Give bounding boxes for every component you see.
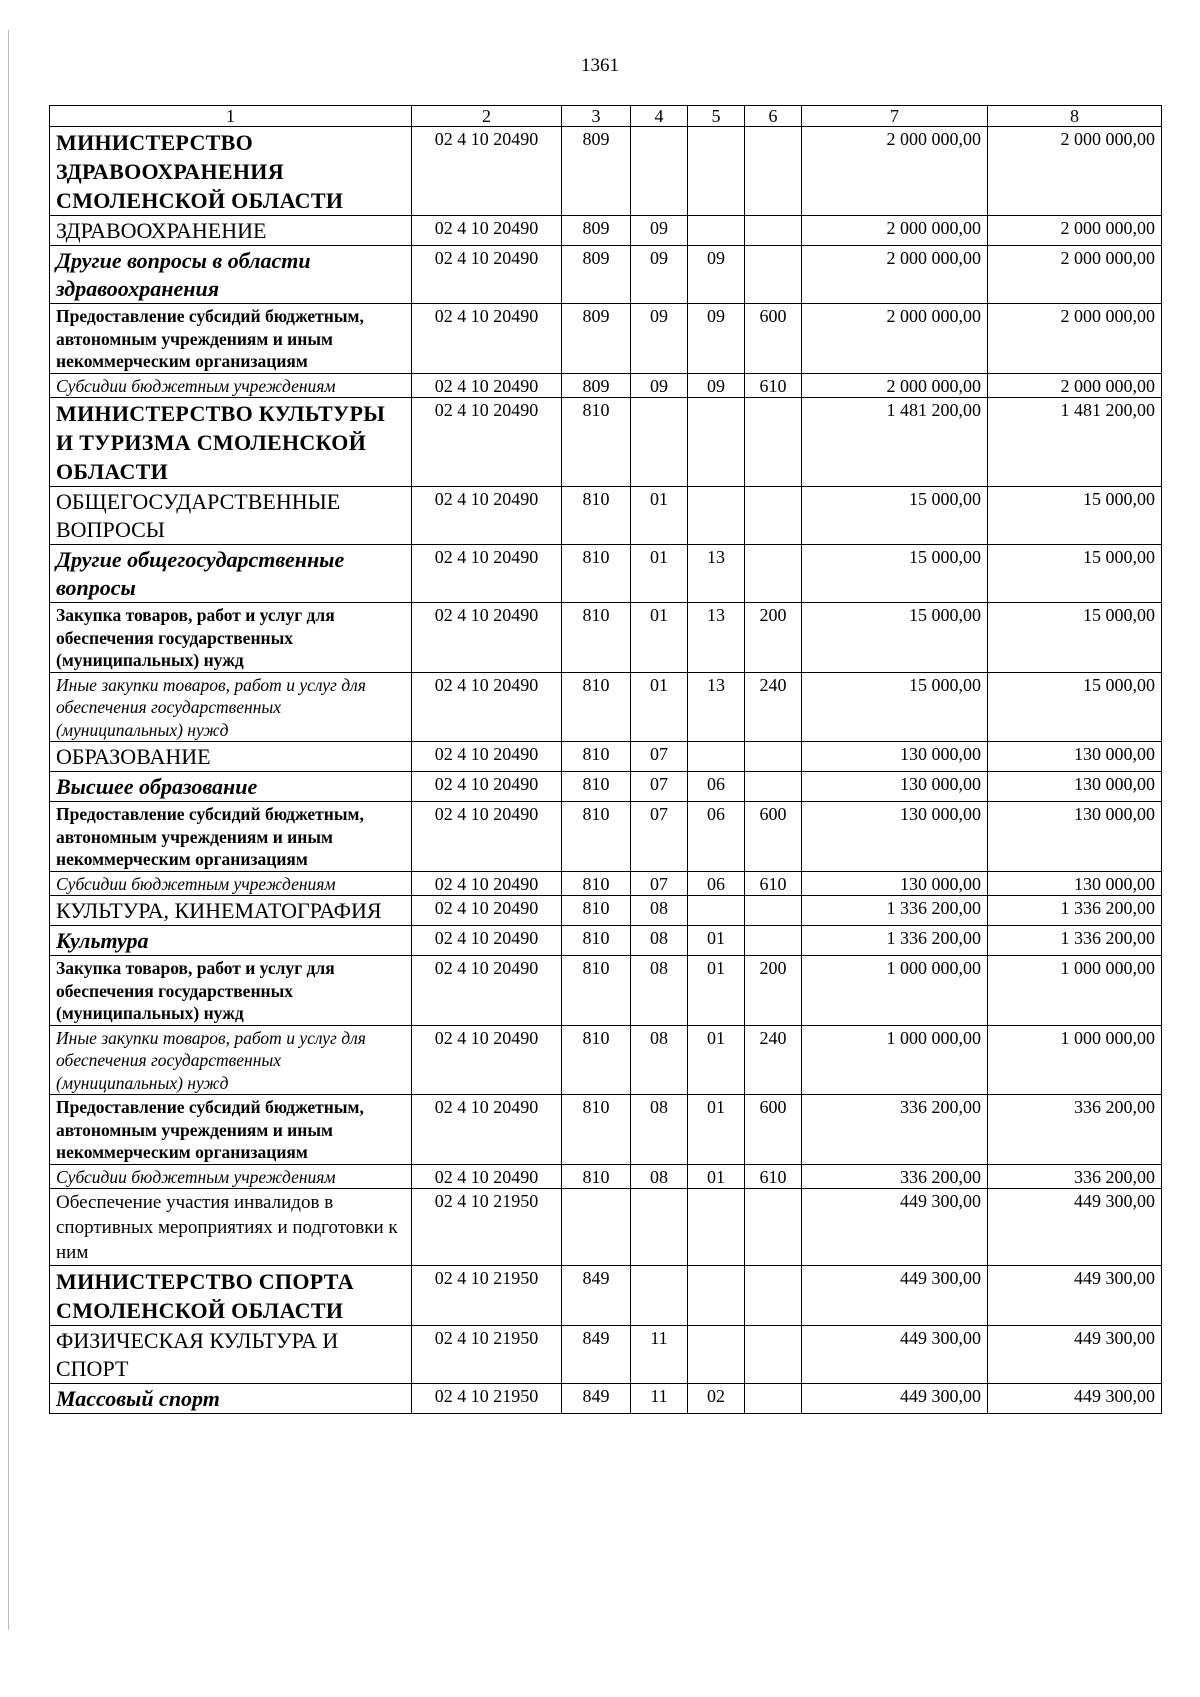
row-name-cell: Закупка товаров, работ и услуг для обеспечения государственных (муниципальных) нужд (50, 956, 412, 1026)
amount-col7-cell: 2 000 000,00 (802, 373, 988, 398)
subsection-code-cell (688, 398, 745, 487)
expense-type-cell (745, 246, 802, 304)
department-code-cell: 849 (562, 1384, 631, 1414)
target-code-cell: 02 4 10 20490 (412, 216, 562, 246)
department-code-cell: 810 (562, 1095, 631, 1165)
amount-col7-cell: 1 000 000,00 (802, 956, 988, 1026)
expense-type-cell (745, 216, 802, 246)
expense-type-cell (745, 487, 802, 545)
subsection-code-cell (688, 1266, 745, 1326)
row-name-cell: Закупка товаров, работ и услуг для обеспечения государственных (муниципальных) нужд (50, 603, 412, 673)
department-code-cell: 810 (562, 871, 631, 896)
expense-type-cell: 600 (745, 1095, 802, 1165)
row-name-cell: Другие вопросы в области здравоохранения (50, 246, 412, 304)
department-code-cell: 810 (562, 672, 631, 742)
section-code-cell: 08 (631, 896, 688, 926)
table-row (50, 1164, 1162, 1189)
target-code-cell: 02 4 10 20490 (412, 956, 562, 1026)
subsection-code-cell (688, 216, 745, 246)
subsection-code-cell: 09 (688, 373, 745, 398)
row-name-cell: Субсидии бюджетным учреждениям (50, 373, 412, 398)
row-name-cell: Иные закупки товаров, работ и услуг для обеспечения государственных (муниципальных) нужд (50, 1025, 412, 1095)
expense-type-cell: 610 (745, 871, 802, 896)
department-code-cell: 810 (562, 545, 631, 603)
row-name-cell: МИНИСТЕРСТВО ЗДРАВООХРАНЕНИЯ СМОЛЕНСКОЙ ОБЛАСТИ (50, 127, 412, 216)
table-row (50, 672, 1162, 742)
amount-col8-cell: 449 300,00 (988, 1266, 1162, 1326)
table-row (50, 772, 1162, 802)
department-code-cell: 849 (562, 1266, 631, 1326)
section-code-cell: 11 (631, 1326, 688, 1384)
scan-margin-line (8, 30, 9, 1630)
amount-col7-cell: 336 200,00 (802, 1095, 988, 1165)
department-code-cell: 810 (562, 896, 631, 926)
target-code-cell: 02 4 10 20490 (412, 802, 562, 872)
subsection-code-cell: 02 (688, 1384, 745, 1414)
subsection-code-cell: 01 (688, 1095, 745, 1165)
table-row (50, 871, 1162, 896)
section-code-cell: 07 (631, 802, 688, 872)
table-row (50, 545, 1162, 603)
subsection-code-cell: 01 (688, 1164, 745, 1189)
row-name-cell: Высшее образование (50, 772, 412, 802)
target-code-cell: 02 4 10 20490 (412, 373, 562, 398)
header-col-8: 8 (988, 106, 1162, 127)
header-col-3: 3 (562, 106, 631, 127)
amount-col7-cell: 2 000 000,00 (802, 304, 988, 374)
section-code-cell: 07 (631, 772, 688, 802)
section-code-cell: 01 (631, 603, 688, 673)
section-code-cell: 11 (631, 1384, 688, 1414)
target-code-cell: 02 4 10 20490 (412, 127, 562, 216)
target-code-cell: 02 4 10 20490 (412, 304, 562, 374)
amount-col7-cell: 130 000,00 (802, 772, 988, 802)
header-col-7: 7 (802, 106, 988, 127)
amount-col7-cell: 1 336 200,00 (802, 926, 988, 956)
amount-col7-cell: 1 481 200,00 (802, 398, 988, 487)
row-name-cell: МИНИСТЕРСТВО СПОРТА СМОЛЕНСКОЙ ОБЛАСТИ (50, 1266, 412, 1326)
subsection-code-cell (688, 742, 745, 772)
amount-col7-cell: 449 300,00 (802, 1384, 988, 1414)
expense-type-cell (745, 1384, 802, 1414)
amount-col8-cell: 336 200,00 (988, 1095, 1162, 1165)
amount-col7-cell: 130 000,00 (802, 802, 988, 872)
amount-col8-cell: 2 000 000,00 (988, 304, 1162, 374)
amount-col7-cell: 2 000 000,00 (802, 127, 988, 216)
table-row (50, 304, 1162, 374)
section-code-cell (631, 1189, 688, 1266)
target-code-cell: 02 4 10 20490 (412, 1025, 562, 1095)
table-row (50, 398, 1162, 487)
section-code-cell: 08 (631, 956, 688, 1026)
amount-col7-cell: 15 000,00 (802, 545, 988, 603)
amount-col7-cell: 1 000 000,00 (802, 1025, 988, 1095)
budget-table (49, 105, 1162, 1414)
amount-col8-cell: 15 000,00 (988, 545, 1162, 603)
department-code-cell: 810 (562, 802, 631, 872)
row-name-cell: Субсидии бюджетным учреждениям (50, 1164, 412, 1189)
header-col-2: 2 (412, 106, 562, 127)
subsection-code-cell: 09 (688, 304, 745, 374)
section-code-cell: 01 (631, 545, 688, 603)
row-name-cell: ОБРАЗОВАНИЕ (50, 742, 412, 772)
expense-type-cell: 610 (745, 1164, 802, 1189)
target-code-cell: 02 4 10 20490 (412, 1164, 562, 1189)
expense-type-cell (745, 926, 802, 956)
subsection-code-cell (688, 896, 745, 926)
target-code-cell: 02 4 10 20490 (412, 398, 562, 487)
amount-col7-cell: 15 000,00 (802, 603, 988, 673)
department-code-cell: 809 (562, 216, 631, 246)
page-number: 1361 (581, 55, 619, 76)
department-code-cell: 810 (562, 487, 631, 545)
department-code-cell: 810 (562, 956, 631, 1026)
amount-col8-cell: 130 000,00 (988, 742, 1162, 772)
expense-type-cell (745, 127, 802, 216)
expense-type-cell (745, 545, 802, 603)
amount-col7-cell: 130 000,00 (802, 871, 988, 896)
amount-col8-cell: 2 000 000,00 (988, 216, 1162, 246)
amount-col8-cell: 130 000,00 (988, 871, 1162, 896)
amount-col7-cell: 2 000 000,00 (802, 216, 988, 246)
expense-type-cell (745, 1326, 802, 1384)
row-name-cell: ОБЩЕГОСУДАРСТВЕННЫЕ ВОПРОСЫ (50, 487, 412, 545)
expense-type-cell (745, 398, 802, 487)
target-code-cell: 02 4 10 20490 (412, 772, 562, 802)
section-code-cell: 09 (631, 373, 688, 398)
subsection-code-cell (688, 1326, 745, 1384)
expense-type-cell: 240 (745, 672, 802, 742)
section-code-cell: 01 (631, 487, 688, 545)
department-code-cell: 810 (562, 1025, 631, 1095)
section-code-cell (631, 1266, 688, 1326)
section-code-cell: 08 (631, 926, 688, 956)
department-code-cell: 809 (562, 127, 631, 216)
amount-col8-cell: 1 000 000,00 (988, 956, 1162, 1026)
subsection-code-cell (688, 487, 745, 545)
expense-type-cell (745, 1266, 802, 1326)
target-code-cell: 02 4 10 20490 (412, 545, 562, 603)
table-row (50, 802, 1162, 872)
expense-type-cell: 200 (745, 956, 802, 1026)
subsection-code-cell: 06 (688, 871, 745, 896)
table-row (50, 127, 1162, 216)
section-code-cell: 01 (631, 672, 688, 742)
row-name-cell: Культура (50, 926, 412, 956)
row-name-cell: Иные закупки товаров, работ и услуг для обеспечения государственных (муниципальных) нужд (50, 672, 412, 742)
subsection-code-cell: 13 (688, 672, 745, 742)
amount-col8-cell: 15 000,00 (988, 487, 1162, 545)
table-row (50, 1189, 1162, 1266)
table-row (50, 246, 1162, 304)
department-code-cell: 810 (562, 398, 631, 487)
department-code-cell: 809 (562, 304, 631, 374)
amount-col8-cell: 1 336 200,00 (988, 926, 1162, 956)
subsection-code-cell: 01 (688, 956, 745, 1026)
department-code-cell: 810 (562, 926, 631, 956)
amount-col7-cell: 15 000,00 (802, 487, 988, 545)
amount-col7-cell: 449 300,00 (802, 1326, 988, 1384)
amount-col8-cell: 336 200,00 (988, 1164, 1162, 1189)
department-code-cell (562, 1189, 631, 1266)
subsection-code-cell (688, 127, 745, 216)
table-row (50, 603, 1162, 673)
department-code-cell: 809 (562, 373, 631, 398)
department-code-cell: 810 (562, 603, 631, 673)
target-code-cell: 02 4 10 21950 (412, 1189, 562, 1266)
section-code-cell: 07 (631, 742, 688, 772)
table-row (50, 216, 1162, 246)
row-name-cell: Субсидии бюджетным учреждениям (50, 871, 412, 896)
row-name-cell: МИНИСТЕРСТВО КУЛЬТУРЫ И ТУРИЗМА СМОЛЕНСКОЙ ОБЛАСТИ (50, 398, 412, 487)
table-row (50, 742, 1162, 772)
row-name-cell: Предоставление субсидий бюджетным, автономным учреждениям и иным некоммерческим организациям (50, 1095, 412, 1165)
expense-type-cell (745, 772, 802, 802)
department-code-cell: 809 (562, 246, 631, 304)
amount-col8-cell: 449 300,00 (988, 1189, 1162, 1266)
header-col-1: 1 (50, 106, 412, 127)
header-col-6: 6 (745, 106, 802, 127)
target-code-cell: 02 4 10 21950 (412, 1326, 562, 1384)
row-name-cell: Массовый спорт (50, 1384, 412, 1414)
department-code-cell: 810 (562, 1164, 631, 1189)
target-code-cell: 02 4 10 20490 (412, 672, 562, 742)
row-name-cell: Другие общегосударственные вопросы (50, 545, 412, 603)
amount-col8-cell: 2 000 000,00 (988, 373, 1162, 398)
target-code-cell: 02 4 10 20490 (412, 487, 562, 545)
table-row (50, 1095, 1162, 1165)
section-code-cell: 08 (631, 1164, 688, 1189)
target-code-cell: 02 4 10 21950 (412, 1384, 562, 1414)
table-row (50, 373, 1162, 398)
department-code-cell: 810 (562, 742, 631, 772)
amount-col7-cell: 449 300,00 (802, 1266, 988, 1326)
amount-col8-cell: 15 000,00 (988, 672, 1162, 742)
table-row (50, 1025, 1162, 1095)
subsection-code-cell: 01 (688, 926, 745, 956)
subsection-code-cell: 01 (688, 1025, 745, 1095)
expense-type-cell: 600 (745, 802, 802, 872)
section-code-cell: 09 (631, 304, 688, 374)
row-name-cell: Предоставление субсидий бюджетным, автономным учреждениям и иным некоммерческим организациям (50, 304, 412, 374)
subsection-code-cell: 13 (688, 603, 745, 673)
table-row (50, 896, 1162, 926)
target-code-cell: 02 4 10 20490 (412, 896, 562, 926)
subsection-code-cell: 09 (688, 246, 745, 304)
table-row (50, 1326, 1162, 1384)
department-code-cell: 849 (562, 1326, 631, 1384)
target-code-cell: 02 4 10 20490 (412, 1095, 562, 1165)
section-code-cell (631, 398, 688, 487)
header-row (50, 106, 1162, 127)
table-row (50, 487, 1162, 545)
header-col-5: 5 (688, 106, 745, 127)
row-name-cell: Обеспечение участия инвалидов в спортивных мероприятиях и подготовки к ним (50, 1189, 412, 1266)
target-code-cell: 02 4 10 20490 (412, 926, 562, 956)
target-code-cell: 02 4 10 21950 (412, 1266, 562, 1326)
target-code-cell: 02 4 10 20490 (412, 742, 562, 772)
expense-type-cell: 240 (745, 1025, 802, 1095)
subsection-code-cell (688, 1189, 745, 1266)
expense-type-cell (745, 896, 802, 926)
target-code-cell: 02 4 10 20490 (412, 246, 562, 304)
table-body (50, 127, 1162, 1414)
department-code-cell: 810 (562, 772, 631, 802)
target-code-cell: 02 4 10 20490 (412, 603, 562, 673)
target-code-cell: 02 4 10 20490 (412, 871, 562, 896)
table-row (50, 956, 1162, 1026)
expense-type-cell: 200 (745, 603, 802, 673)
amount-col7-cell: 1 336 200,00 (802, 896, 988, 926)
expense-type-cell: 610 (745, 373, 802, 398)
amount-col8-cell: 449 300,00 (988, 1384, 1162, 1414)
section-code-cell (631, 127, 688, 216)
section-code-cell: 08 (631, 1095, 688, 1165)
amount-col8-cell: 1 000 000,00 (988, 1025, 1162, 1095)
amount-col7-cell: 449 300,00 (802, 1189, 988, 1266)
subsection-code-cell: 06 (688, 802, 745, 872)
amount-col7-cell: 15 000,00 (802, 672, 988, 742)
amount-col8-cell: 449 300,00 (988, 1326, 1162, 1384)
expense-type-cell: 600 (745, 304, 802, 374)
amount-col8-cell: 1 336 200,00 (988, 896, 1162, 926)
section-code-cell: 07 (631, 871, 688, 896)
amount-col8-cell: 1 481 200,00 (988, 398, 1162, 487)
table-row (50, 1266, 1162, 1326)
row-name-cell: Предоставление субсидий бюджетным, автономным учреждениям и иным некоммерческим организациям (50, 802, 412, 872)
section-code-cell: 08 (631, 1025, 688, 1095)
amount-col7-cell: 130 000,00 (802, 742, 988, 772)
row-name-cell: ЗДРАВООХРАНЕНИЕ (50, 216, 412, 246)
table-row (50, 1384, 1162, 1414)
expense-type-cell (745, 1189, 802, 1266)
header-col-4: 4 (631, 106, 688, 127)
amount-col8-cell: 15 000,00 (988, 603, 1162, 673)
amount-col8-cell: 130 000,00 (988, 772, 1162, 802)
amount-col8-cell: 130 000,00 (988, 802, 1162, 872)
subsection-code-cell: 13 (688, 545, 745, 603)
amount-col7-cell: 336 200,00 (802, 1164, 988, 1189)
amount-col7-cell: 2 000 000,00 (802, 246, 988, 304)
section-code-cell: 09 (631, 246, 688, 304)
amount-col8-cell: 2 000 000,00 (988, 246, 1162, 304)
table-row (50, 926, 1162, 956)
amount-col8-cell: 2 000 000,00 (988, 127, 1162, 216)
row-name-cell: КУЛЬТУРА, КИНЕМАТОГРАФИЯ (50, 896, 412, 926)
section-code-cell: 09 (631, 216, 688, 246)
subsection-code-cell: 06 (688, 772, 745, 802)
expense-type-cell (745, 742, 802, 772)
row-name-cell: ФИЗИЧЕСКАЯ КУЛЬТУРА И СПОРТ (50, 1326, 412, 1384)
